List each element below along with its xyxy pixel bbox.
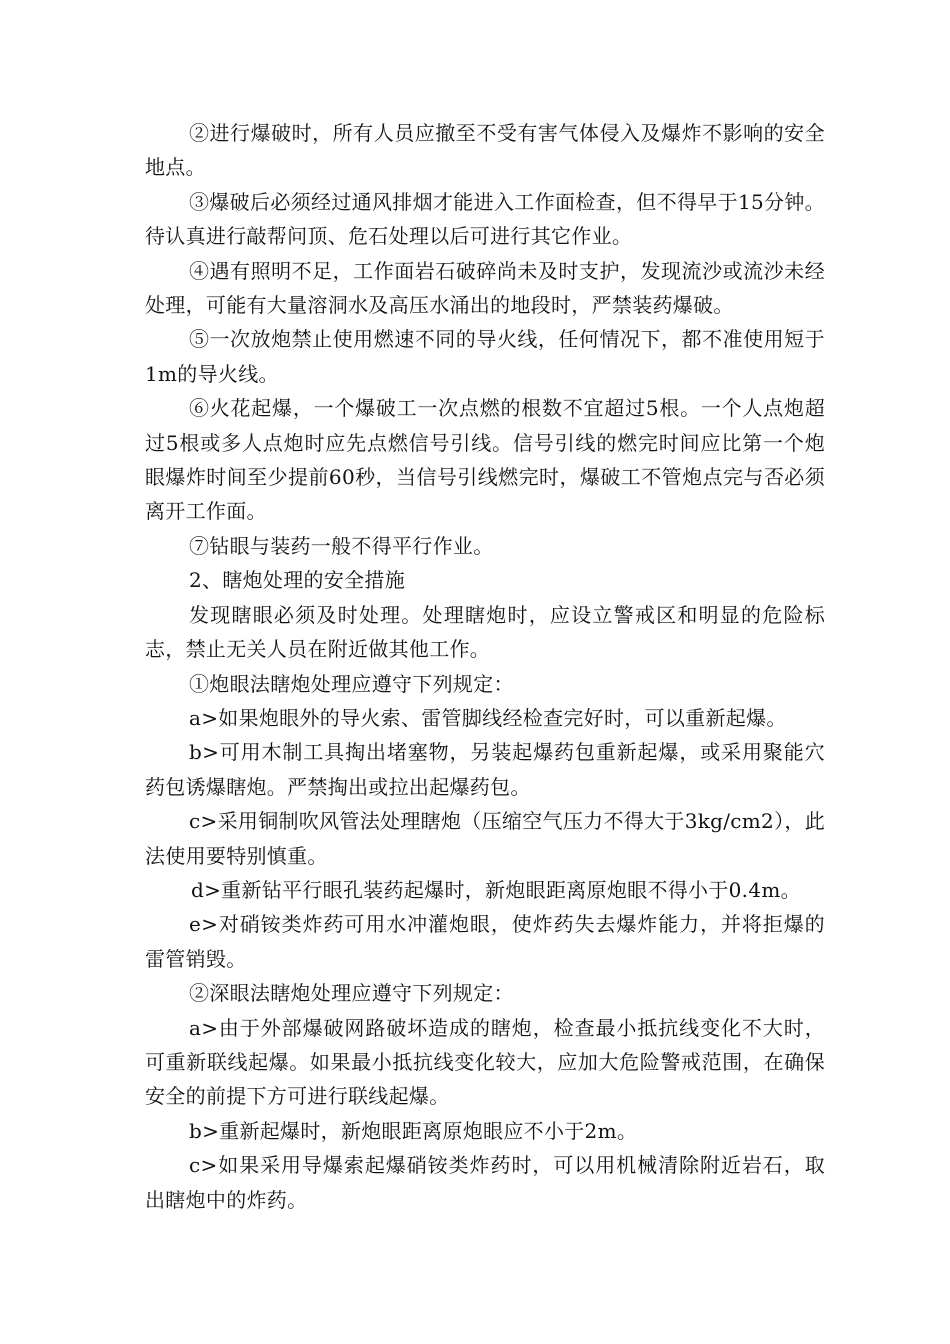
- paragraph-hole-method-e: e>对硝铵类炸药可用水冲灌炮眼，使炸药失去爆炸能力，并将拒爆的雷管销毁。: [145, 912, 825, 971]
- paragraph-deep-hole-b: b>重新起爆时，新炮眼距离原炮眼应不小于2m。: [189, 1118, 638, 1143]
- document-body: [145, 116, 825, 1217]
- paragraph-fuse-rules: ⑤一次放炮禁止使用燃速不同的导火线，任何情况下，都不准使用短于1m的导火线。: [145, 327, 825, 386]
- paragraph-deep-hole-a: a>由于外部爆破网路破坏造成的瞎炮，检查最小抵抗线变化不大时，可重新联线起爆。如果最小抵抗线变化较大，应加大危险警戒范围，在确保安全的前提下方可进行联线起爆。: [145, 1015, 825, 1109]
- paragraph-misfire-intro: 发现瞎眼必须及时处理。处理瞎炮时，应设立警戒区和明显的危险标志，禁止无关人员在附近做其他工作。: [145, 602, 825, 662]
- paragraph-deep-hole-c: c>如果采用导爆索起爆硝铵类炸药时，可以用机械清除附近岩石，取出瞎炮中的炸药。: [145, 1153, 825, 1212]
- paragraph-blasting-evacuation: ②进行爆破时，所有人员应撤至不受有害气体侵入及爆炸不影响的安全地点。: [145, 121, 825, 180]
- paragraph-poor-lighting: ④遇有照明不足，工作面岩石破碎尚未及时支护，发现流沙或流沙未经处理，可能有大量溶洞水及高压水涌出的地段时，严禁装药爆破。: [145, 258, 825, 318]
- paragraph-drilling-loading: ⑦钻眼与装药一般不得平行作业。: [189, 533, 494, 558]
- paragraph-hole-method-d: d>重新钻平行眼孔装药起爆时，新炮眼距离原炮眼不得小于0.4m。: [191, 877, 801, 902]
- paragraph-spark-ignition: ⑥火花起爆，一个爆破工一次点燃的根数不宜超过5根。一个人点炮超过5根或多人点炮时应先点燃信号引线。信号引线的燃完时间应比第一个炮眼爆炸时间至少提前60秒，当信号引线燃完时，爆破工不管炮点完与否必须离开工作面。: [145, 396, 825, 524]
- paragraph-deep-hole-title: ②深眼法瞎炮处理应遵守下列规定：: [189, 981, 514, 1006]
- section-heading-misfire: 2、瞎炮处理的安全措施: [189, 568, 406, 593]
- paragraph-hole-method-c: c>采用铜制吹风管法处理瞎炮（压缩空气压力不得大于3kg/cm2），此法使用要特别慎重。: [145, 809, 825, 868]
- paragraph-hole-method-b: b>可用木制工具掏出堵塞物，另装起爆药包重新起爆，或采用聚能穴药包诱爆瞎炮。严禁掏出或拉出起爆药包。: [145, 740, 825, 799]
- paragraph-ventilation-check: ③爆破后必须经过通风排烟才能进入工作面检查，但不得早于15分钟。待认真进行敲帮问顶、危石处理以后可进行其它作业。: [145, 189, 825, 249]
- paragraph-hole-method-title: ①炮眼法瞎炮处理应遵守下列规定：: [189, 671, 514, 696]
- paragraph-hole-method-a: a>如果炮眼外的导火索、雷管脚线经检查完好时，可以重新起爆。: [189, 705, 787, 730]
